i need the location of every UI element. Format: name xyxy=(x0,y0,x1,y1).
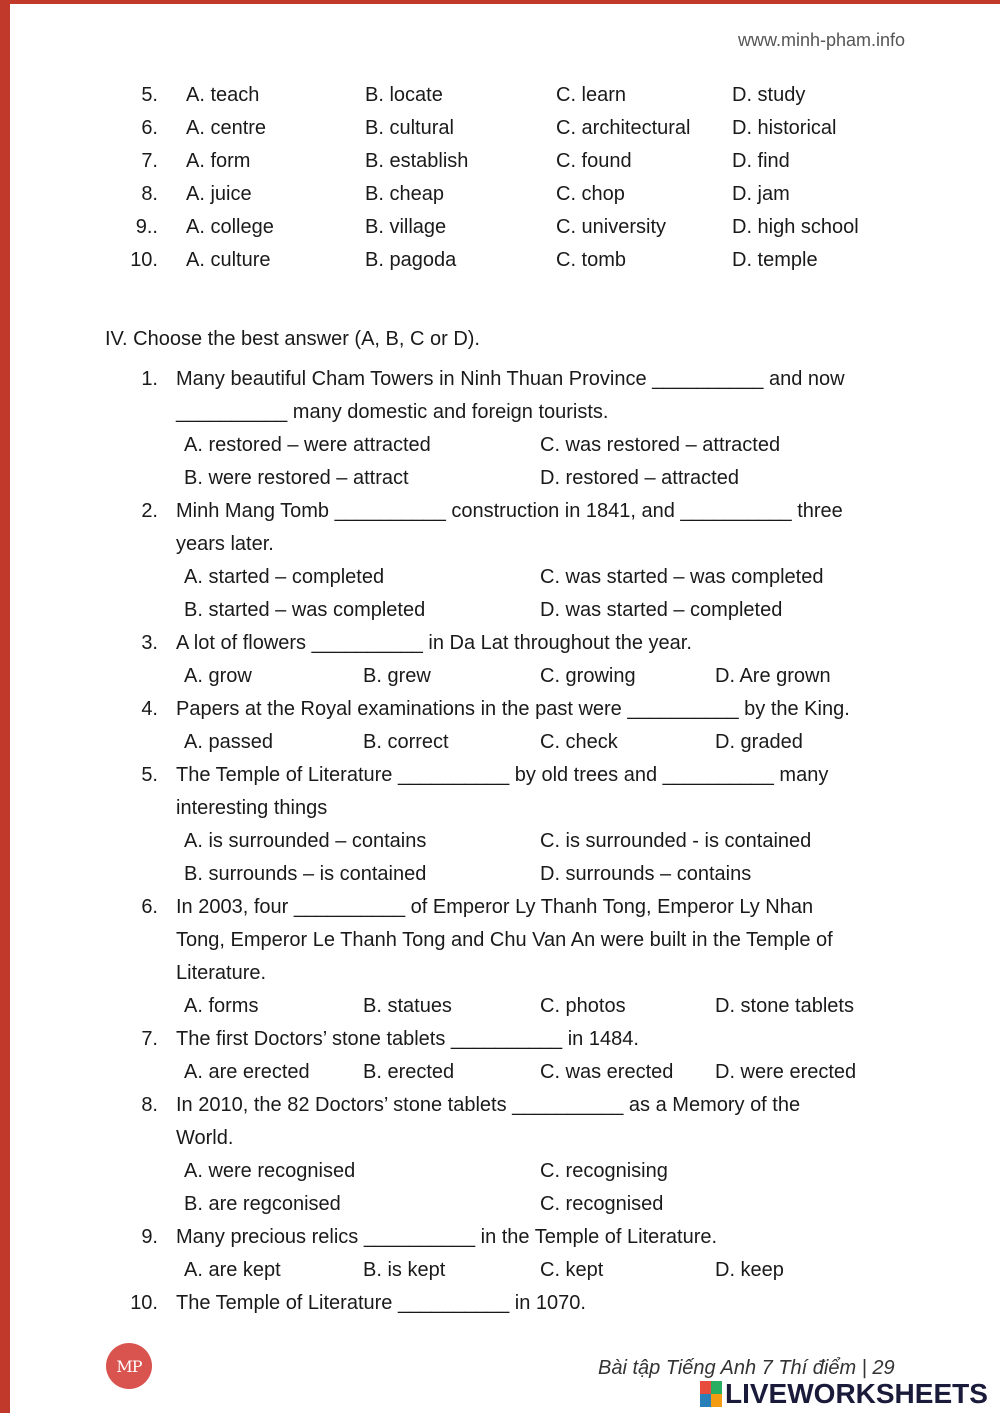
vocab-number: 9.. xyxy=(135,216,158,238)
question-number: 6. xyxy=(141,896,158,918)
question-text: Literature. xyxy=(176,962,267,984)
vocab-option-c: C. found xyxy=(556,150,632,172)
question-text: Tong, Emperor Le Thanh Tong and Chu Van An were built in the Temple of xyxy=(176,929,833,951)
option-c[interactable]: C. photos xyxy=(540,995,626,1017)
option-b[interactable]: B. started – was completed xyxy=(184,599,426,621)
question-text: The first Doctors’ stone tablets __________ in 1484. xyxy=(176,1028,639,1050)
section-title: IV. Choose the best answer (A, B, C or D). xyxy=(105,328,480,350)
vocab-option-c: C. university xyxy=(556,216,667,238)
liveworksheets-brand xyxy=(700,1378,988,1410)
vocab-option-d: D. find xyxy=(732,150,790,172)
option-b[interactable]: B. were restored – attract xyxy=(184,467,409,489)
question-text: interesting things xyxy=(176,797,328,819)
option-d[interactable]: D. graded xyxy=(715,731,803,753)
vocab-number: 10. xyxy=(130,249,158,271)
option-c[interactable]: C. kept xyxy=(540,1259,604,1281)
option-d[interactable]: D. keep xyxy=(715,1259,784,1281)
vocab-number: 5. xyxy=(141,84,158,106)
vocab-option-b: B. establish xyxy=(365,150,469,172)
question-text: A lot of flowers __________ in Da Lat throughout the year. xyxy=(176,632,692,654)
mp-logo-icon: MP xyxy=(106,1343,152,1389)
option-c[interactable]: C. was started – was completed xyxy=(540,566,824,588)
question-number: 5. xyxy=(141,764,158,786)
vocab-option-c: C. learn xyxy=(556,84,627,106)
question-number: 4. xyxy=(141,698,158,720)
question-text: World. xyxy=(176,1127,234,1149)
option-a[interactable]: A. started – completed xyxy=(184,566,385,588)
option-b[interactable]: B. grew xyxy=(363,665,431,687)
option-b[interactable]: B. statues xyxy=(363,995,452,1017)
vocab-option-c: C. architectural xyxy=(556,117,691,139)
vocab-option-c: C. chop xyxy=(556,183,625,205)
question-number: 3. xyxy=(141,632,158,654)
question-text: Many beautiful Cham Towers in Ninh Thuan Province __________ and now xyxy=(176,368,845,390)
left-border xyxy=(0,0,10,1413)
question-text: Papers at the Royal examinations in the past were __________ by the King. xyxy=(176,698,850,720)
site-url: www.minh-pham.info xyxy=(738,30,906,50)
question-text: In 2010, the 82 Doctors’ stone tablets __________ as a Memory of the xyxy=(176,1094,801,1116)
option-c[interactable]: C. growing xyxy=(540,665,636,687)
vocab-option-b: B. village xyxy=(365,216,447,238)
option-a[interactable]: A. are erected xyxy=(184,1061,310,1083)
vocab-option-a: A. teach xyxy=(186,84,260,106)
option-d[interactable]: D. were erected xyxy=(715,1061,857,1083)
question-text: The Temple of Literature __________ in 1070. xyxy=(176,1292,586,1314)
vocab-number: 8. xyxy=(141,183,158,205)
question-text: The Temple of Literature __________ by old trees and __________ many xyxy=(176,764,829,786)
option-b[interactable]: B. surrounds – is contained xyxy=(184,863,427,885)
vocab-option-a: A. college xyxy=(186,216,274,238)
option-a[interactable]: A. grow xyxy=(184,665,252,687)
vocab-option-d: D. temple xyxy=(732,249,818,271)
vocab-option-b: B. cheap xyxy=(365,183,444,205)
option-d[interactable]: C. recognised xyxy=(540,1193,664,1215)
vocab-option-a: A. centre xyxy=(186,117,267,139)
vocab-option-b: B. locate xyxy=(365,84,443,106)
vocab-option-d: D. high school xyxy=(732,216,859,238)
option-b[interactable]: B. is kept xyxy=(363,1259,446,1281)
option-c[interactable]: C. was erected xyxy=(540,1061,674,1083)
option-d[interactable]: D. restored – attracted xyxy=(540,467,739,489)
question-number: 1. xyxy=(141,368,158,390)
question-number: 10. xyxy=(130,1292,158,1314)
vocab-number: 6. xyxy=(141,117,158,139)
vocab-option-b: B. pagoda xyxy=(365,249,457,271)
vocab-option-c: C. tomb xyxy=(556,249,627,271)
liveworksheets-icon xyxy=(700,1381,722,1407)
liveworksheets-text: LIVEWORKSHEETS xyxy=(725,1378,988,1409)
question-text: years later. xyxy=(176,533,274,555)
question-text: __________ many domestic and foreign tourists. xyxy=(176,401,609,423)
option-a[interactable]: A. were recognised xyxy=(184,1160,356,1182)
option-c[interactable]: C. check xyxy=(540,731,618,753)
option-c[interactable]: C. is surrounded - is contained xyxy=(540,830,812,852)
question-number: 9. xyxy=(141,1226,158,1248)
top-border xyxy=(0,0,1000,4)
option-d[interactable]: D. surrounds – contains xyxy=(540,863,752,885)
question-text: In 2003, four __________ of Emperor Ly Thanh Tong, Emperor Ly Nhan xyxy=(176,896,814,918)
option-a[interactable]: A. is surrounded – contains xyxy=(184,830,427,852)
option-b[interactable]: B. correct xyxy=(363,731,449,753)
footer-page-label: Bài tập Tiếng Anh 7 Thí điểm | 29 xyxy=(598,1357,895,1379)
option-d[interactable]: D. stone tablets xyxy=(715,995,854,1017)
option-a[interactable]: A. are kept xyxy=(184,1259,281,1281)
question-number: 7. xyxy=(141,1028,158,1050)
vocab-option-a: A. form xyxy=(186,150,251,172)
vocab-option-a: A. juice xyxy=(186,183,252,205)
option-c[interactable]: C. was restored – attracted xyxy=(540,434,781,456)
question-text: Many precious relics __________ in the Temple of Literature. xyxy=(176,1226,718,1248)
option-c[interactable]: C. recognising xyxy=(540,1160,668,1182)
option-a[interactable]: A. restored – were attracted xyxy=(184,434,431,456)
question-number: 2. xyxy=(141,500,158,522)
option-b[interactable]: B. erected xyxy=(363,1061,455,1083)
question-number: 8. xyxy=(141,1094,158,1116)
option-b[interactable]: B. are regconised xyxy=(184,1193,341,1215)
vocab-number: 7. xyxy=(141,150,158,172)
vocab-option-d: D. study xyxy=(732,84,806,106)
vocab-option-d: D. jam xyxy=(732,183,790,205)
vocab-option-a: A. culture xyxy=(186,249,271,271)
option-d[interactable]: D. was started – completed xyxy=(540,599,783,621)
question-text: Minh Mang Tomb __________ construction in 1841, and __________ three xyxy=(176,500,843,522)
vocab-option-d: D. historical xyxy=(732,117,837,139)
option-a[interactable]: A. passed xyxy=(184,731,273,753)
option-d[interactable]: D. Are grown xyxy=(715,665,831,687)
vocab-option-b: B. cultural xyxy=(365,117,454,139)
option-a[interactable]: A. forms xyxy=(184,995,259,1017)
